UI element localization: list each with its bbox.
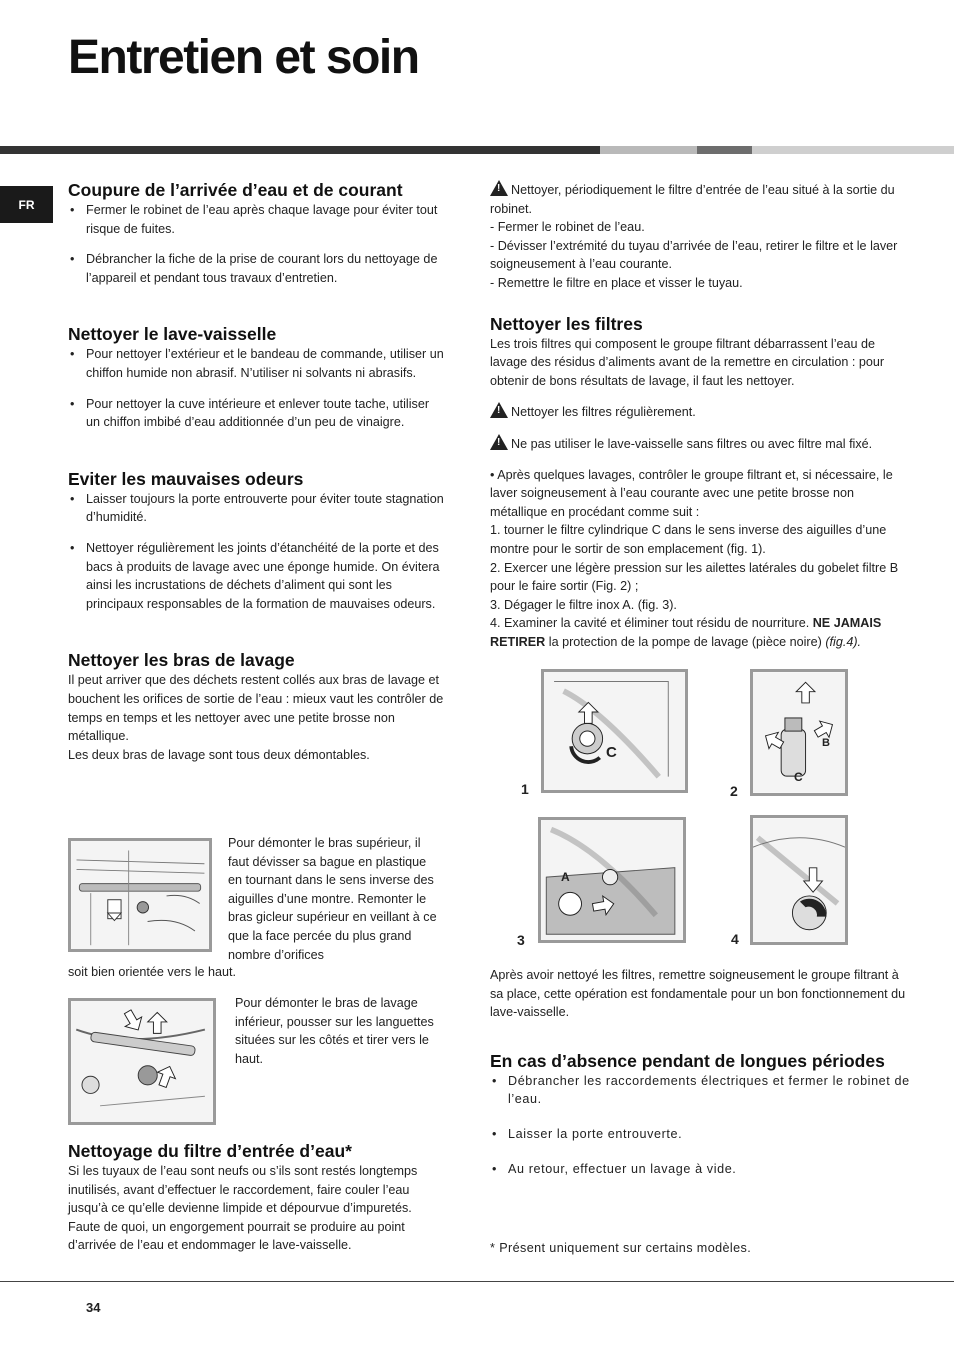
list-item: • Débrancher les raccordements électriques et fermer le robinet de l’eau. [490,1072,910,1109]
inlet-step: - Fermer le robinet de l’eau. [490,220,645,235]
figure-label-b: B [822,737,830,749]
filters-step: 1. tourner le filtre cylindrique C dans le sens inverse des aiguilles d’une montre pour le sortir de son emplacement (fig. 1). [490,523,887,556]
filters-warning-2: !Ne pas utiliser le lave-vaisselle sans filtres ou avec filtre mal fixé. [490,434,910,454]
heading-absence: En cas d’absence pendant de longues périodes [490,1050,885,1071]
upper-arm-text-end: soit bien orientée vers le haut. [68,965,237,979]
heading-avoid-odours: Eviter les mauvaises odeurs [68,468,304,489]
inlet-step: - Dévisser l’extrémité du tuyau d’arrivée de l’eau, retirer le filtre et le laver soigneusement à l’eau courante. [490,238,898,272]
inlet-filter-section [68,1140,446,1255]
figure-label-a: A [561,870,570,884]
language-tab: FR [0,186,53,223]
heading-clean-dishwasher: Nettoyer le lave-vaisselle [68,324,277,345]
list-water-power-cutoff [68,201,446,287]
filters-step-4: 4. Examiner la cavité et éliminer tout résidu de nourriture. NE JAMAIS RETIRER la protection de la pompe de lavage (pièce noire) (fig.4). [490,616,882,649]
list-avoid-odours [68,490,446,614]
after-cleaning-text: Après avoir nettoyé les filtres, remettre soigneusement le groupe filtrant à sa place, cette opération est fondamentale pour un bon fonctionnement du lave-vaisselle. [490,968,906,1020]
figure-number-2: 2 [730,783,738,799]
upper-arm-text: Pour démonter le bras supérieur, il faut dévisser sa bague en plastique en tournant dans le sens inverse des aiguilles d’une montre. Remonter le bras gicleur supérieur en veillant à ce que la face percée du plus grand nombre d’orifices [228,836,437,962]
warning-icon [490,434,508,450]
list-item: • Fermer le robinet de l’eau après chaque lavage pour éviter tout risque de fuites. [68,201,446,238]
header-band-mid [697,146,752,154]
figure-label-c: C [606,744,617,761]
figure-upper-spray-arm [68,838,212,952]
inlet-filter-text: Si les tuyaux de l’eau sont neufs ou s’ils sont restés longtemps inutilisés, avant d’effectuer le raccordement, faire couler l’eau jusqu’à ce qu’elle devienne limpide et dépourvue d’impuretés. Faute de quoi, un engorgement pourrait se produire au point d’arrivée de l’eau et endommager le lave-vaisselle. [68,1164,418,1253]
list-item: • Pour nettoyer l’extérieur et le bandeau de commande, utiliser un chiffon humide non abrasif. N’utiliser ni solvants ni abrasifs. [68,345,446,382]
list-item: • Pour nettoyer la cuve intérieure et enlever toute tache, utiliser un chiffon imbibé d’eau additionnée d’un peu de vinaigre. [68,395,446,432]
filters-intro: Les trois filtres qui composent le groupe filtrant débarrassent l’eau de lavage des résidus d’aliments avant de la remettre en circulation : pour obtenir de bons résultats de lavage, il faut les nettoyer. [490,336,885,388]
figure-number-4: 4 [731,931,739,947]
lower-arm-text: Pour démonter le bras de lavage inférieur, pousser sur les languettes situées sur les côtés et tirer vers le haut. [235,996,434,1066]
footnote: * Présent uniquement sur certains modèles. [490,1241,752,1255]
figure-lower-spray-arm [68,998,216,1125]
list-item: • Laisser la porte entrouverte. [490,1125,910,1144]
list-item: • Débrancher la fiche de la prise de courant lors du nettoyage de l’appareil et pendant tous travaux d’entretien. [68,250,446,287]
figure-number-3: 3 [517,932,525,948]
figure-filter-4 [750,815,848,945]
list-item: • Nettoyer régulièrement les joints d’étanchéité de la porte et des bacs à produits de lavage avec une éponge humide. On évitera ainsi les incrustations de déchets d’aliment qui sont les principaux responsables de la formation de mauvaises odeurs. [68,539,446,613]
after-cleaning-section [490,966,910,1178]
figure-filter-1 [541,669,688,793]
warning-icon [490,180,508,196]
right-column [490,180,910,651]
list-item: • Laisser toujours la porte entrouverte pour éviter toute stagnation d’humidité. [68,490,446,527]
figure-number-1: 1 [521,781,529,797]
list-absence [490,1072,910,1178]
filters-step: • Après quelques lavages, contrôler le groupe filtrant et, si nécessaire, le laver soigneusement à l’eau courante avec une petite brosse non métallique en procédant comme suit : [490,467,893,519]
warning-icon [490,402,508,418]
heading-water-power-cutoff: Coupure de l’arrivée d’eau et de courant [68,180,403,200]
list-clean-dishwasher [68,345,446,431]
filters-step: 2. Exercer une légère pression sur les ailettes latérales du gobelet filtre B pour le faire sortir (Fig. 2) ; [490,560,899,594]
inlet-filter-warning: !Nettoyer, périodiquement le filtre d’entrée de l’eau situé à la sortie du robinet. [490,180,910,218]
header-band-dark [0,146,600,154]
inlet-step: - Remettre le filtre en place et visser le tuyau. [490,275,743,290]
page-title: Entretien et soin [68,31,419,84]
header-band-light [600,146,697,154]
spray-arms-text-2: Les deux bras de lavage sont tous deux démontables. [68,747,370,762]
page-number: 34 [86,1300,101,1315]
left-column [68,179,446,764]
filters-step: 3. Dégager le filtre inox A. (fig. 3). [490,597,677,612]
footer-divider [0,1281,954,1282]
heading-clean-spray-arms: Nettoyer les bras de lavage [68,650,295,671]
filters-warning-1: !Nettoyer les filtres régulièrement. [490,402,910,422]
list-item: • Au retour, effectuer un lavage à vide. [490,1160,910,1179]
figure-label-c-2: C [794,770,803,784]
spray-arms-text: Il peut arriver que des déchets restent collés aux bras de lavage et bouchent les orifices de sortie de l’eau : mieux vaut les contrôler de temps en temps et les nettoyer avec une petite brosse non métallique. [68,673,444,744]
header-band-end [752,146,954,154]
heading-inlet-filter: Nettoyage du filtre d’entrée d’eau* [68,1141,352,1161]
heading-clean-filters: Nettoyer les filtres [490,313,643,334]
